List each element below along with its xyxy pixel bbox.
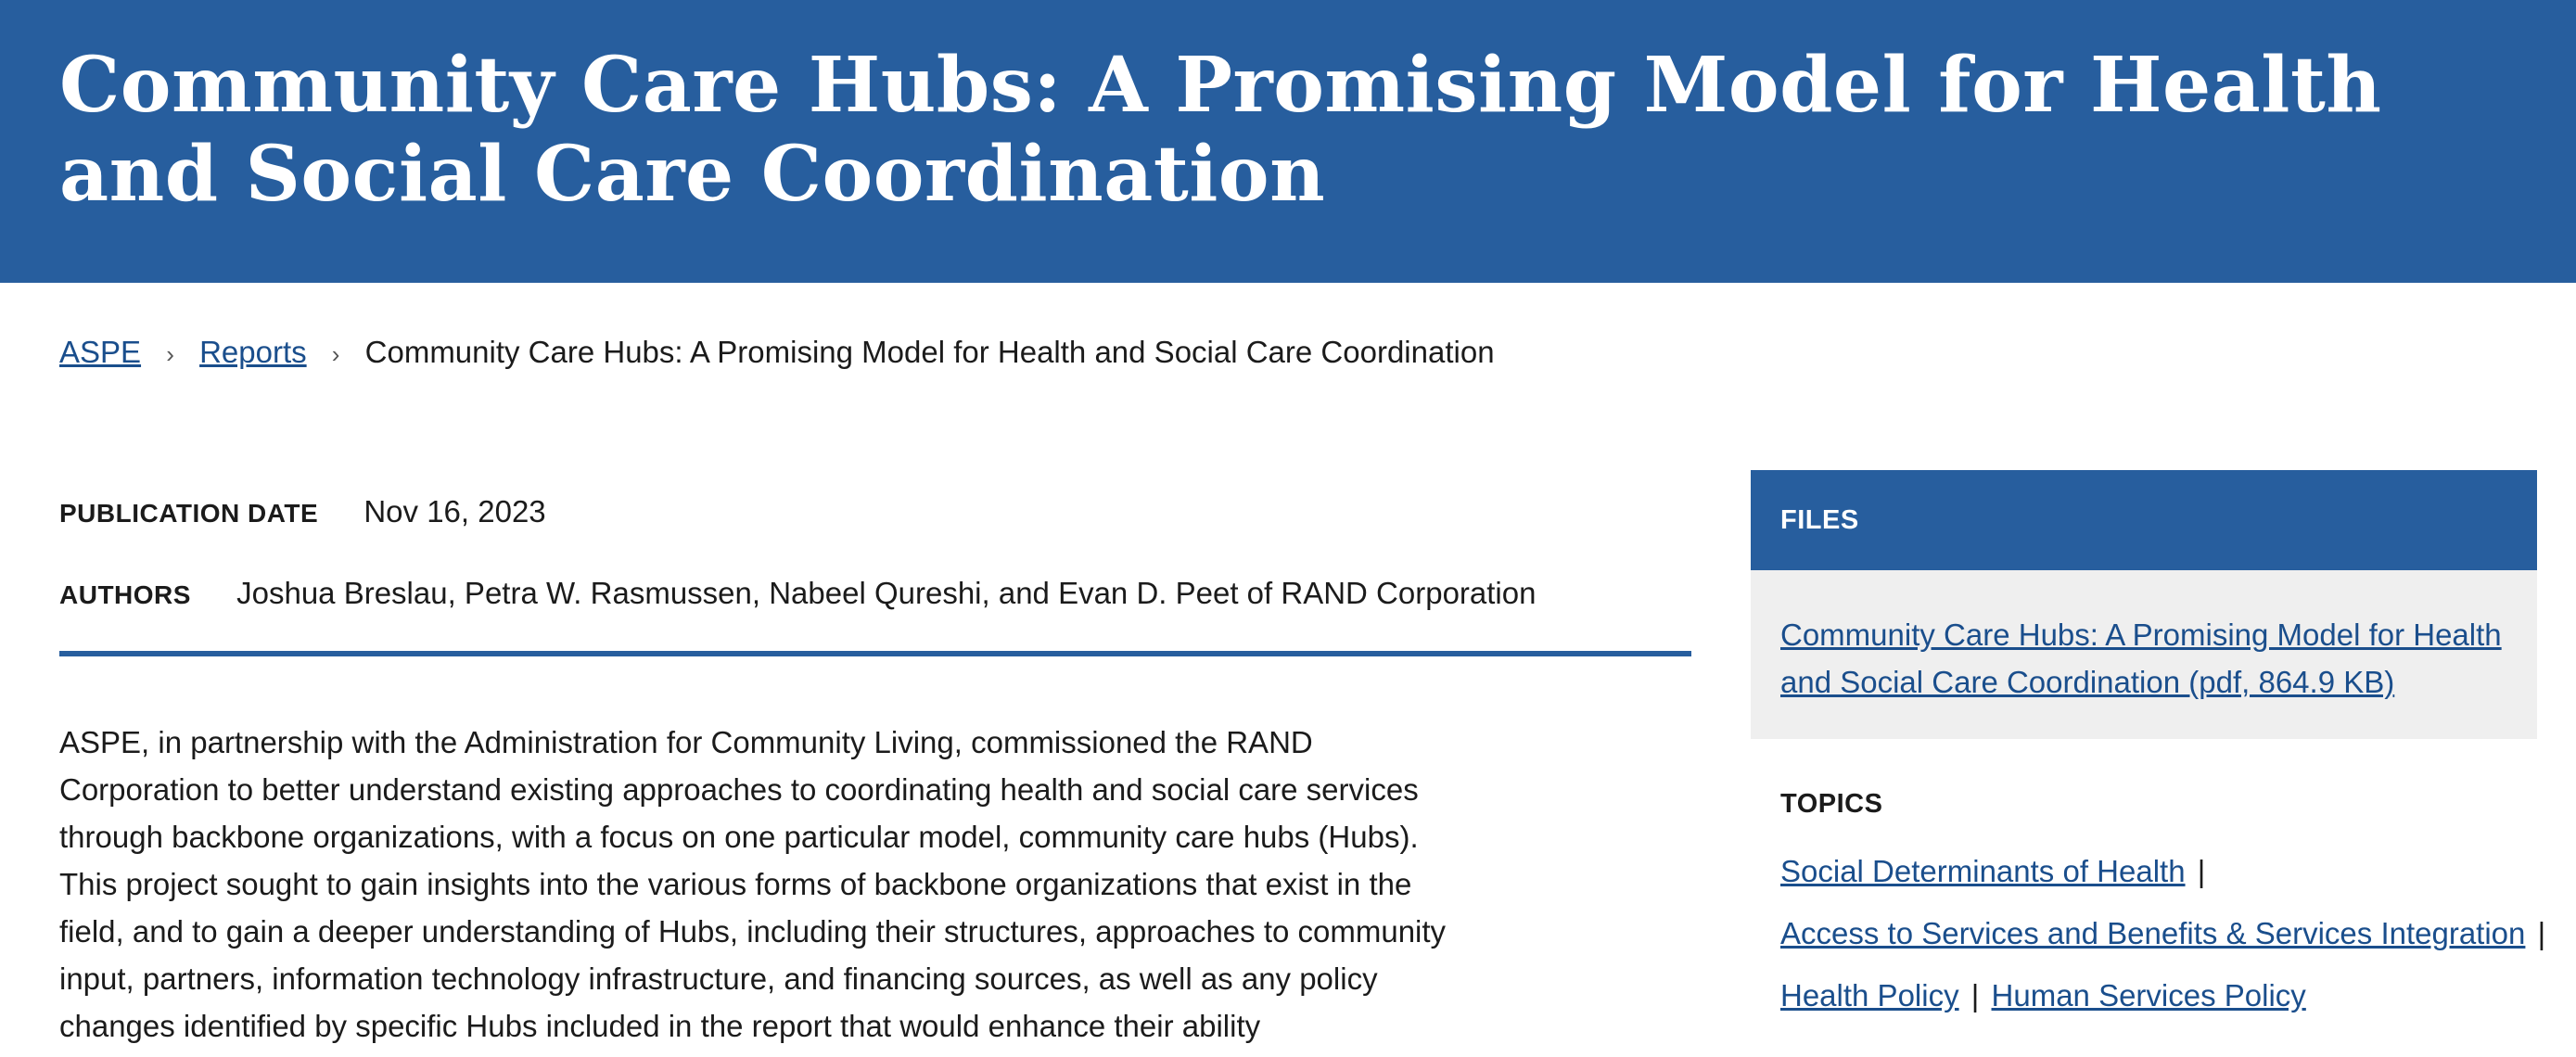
page-title: Community Care Hubs: A Promising Model for Health and Social Care Coordination [59, 41, 2382, 219]
section-divider [59, 651, 1691, 656]
topic-link-human-services-policy[interactable]: Human Services Policy [1991, 978, 2306, 1012]
topics-list [1780, 846, 2546, 1032]
topics-heading: TOPICS [1780, 789, 1883, 819]
topic-line [1780, 970, 2541, 1032]
chevron-right-icon: › [331, 340, 340, 368]
files-heading: FILES [1751, 470, 2537, 570]
file-download-link[interactable]: Community Care Hubs: A Promising Model for Health and Social Care Coordination (pdf, 864.9 KB) [1780, 618, 2502, 699]
topic-line [1780, 846, 2541, 908]
breadcrumb-link-reports[interactable]: Reports [199, 335, 307, 369]
topic-link-health-policy[interactable]: Health Policy [1780, 978, 1959, 1012]
authors-label: AUTHORS [59, 580, 191, 609]
authors-row [59, 570, 1536, 618]
files-panel [1751, 570, 2537, 739]
topic-separator: | [1970, 978, 1980, 1012]
publication-date-row [59, 489, 546, 537]
breadcrumb-current: Community Care Hubs: A Promising Model for Health and Social Care Coordination [364, 335, 1495, 369]
topic-link-access-to-services[interactable]: Access to Services and Benefits & Services Integration [1780, 916, 2526, 950]
breadcrumb-link-aspe[interactable]: ASPE [59, 335, 142, 369]
authors-value: Joshua Breslau, Petra W. Rasmussen, Nabeel Qureshi, and Evan D. Peet of RAND Corporation [236, 576, 1537, 610]
page-header [0, 0, 2576, 283]
breadcrumb [59, 329, 1495, 376]
publication-date-value: Nov 16, 2023 [363, 494, 546, 528]
summary-paragraph: ASPE, in partnership with the Administration for Community Living, commissioned the RAND Corporation to better understand existing approaches to coordinating health and social care services through backbone organizations, with a focus on one particular model, community care hubs (Hubs). This project sought to gain insights into the various forms of backbone organizations that exist in the field, and to gain a deeper understanding of Hubs, including their structures, approaches to community input, partners, information technology infrastructure, and financing sources, as well as any policy changes identified by specific Hubs included in the report that would enhance their ability [59, 725, 1447, 1043]
chevron-right-icon: › [166, 340, 174, 368]
publication-date-label: PUBLICATION DATE [59, 499, 319, 528]
topic-line [1780, 908, 2546, 970]
topic-separator: | [2197, 854, 2206, 888]
topic-link-social-determinants[interactable]: Social Determinants of Health [1780, 854, 2186, 888]
topic-separator: | [2537, 916, 2546, 950]
